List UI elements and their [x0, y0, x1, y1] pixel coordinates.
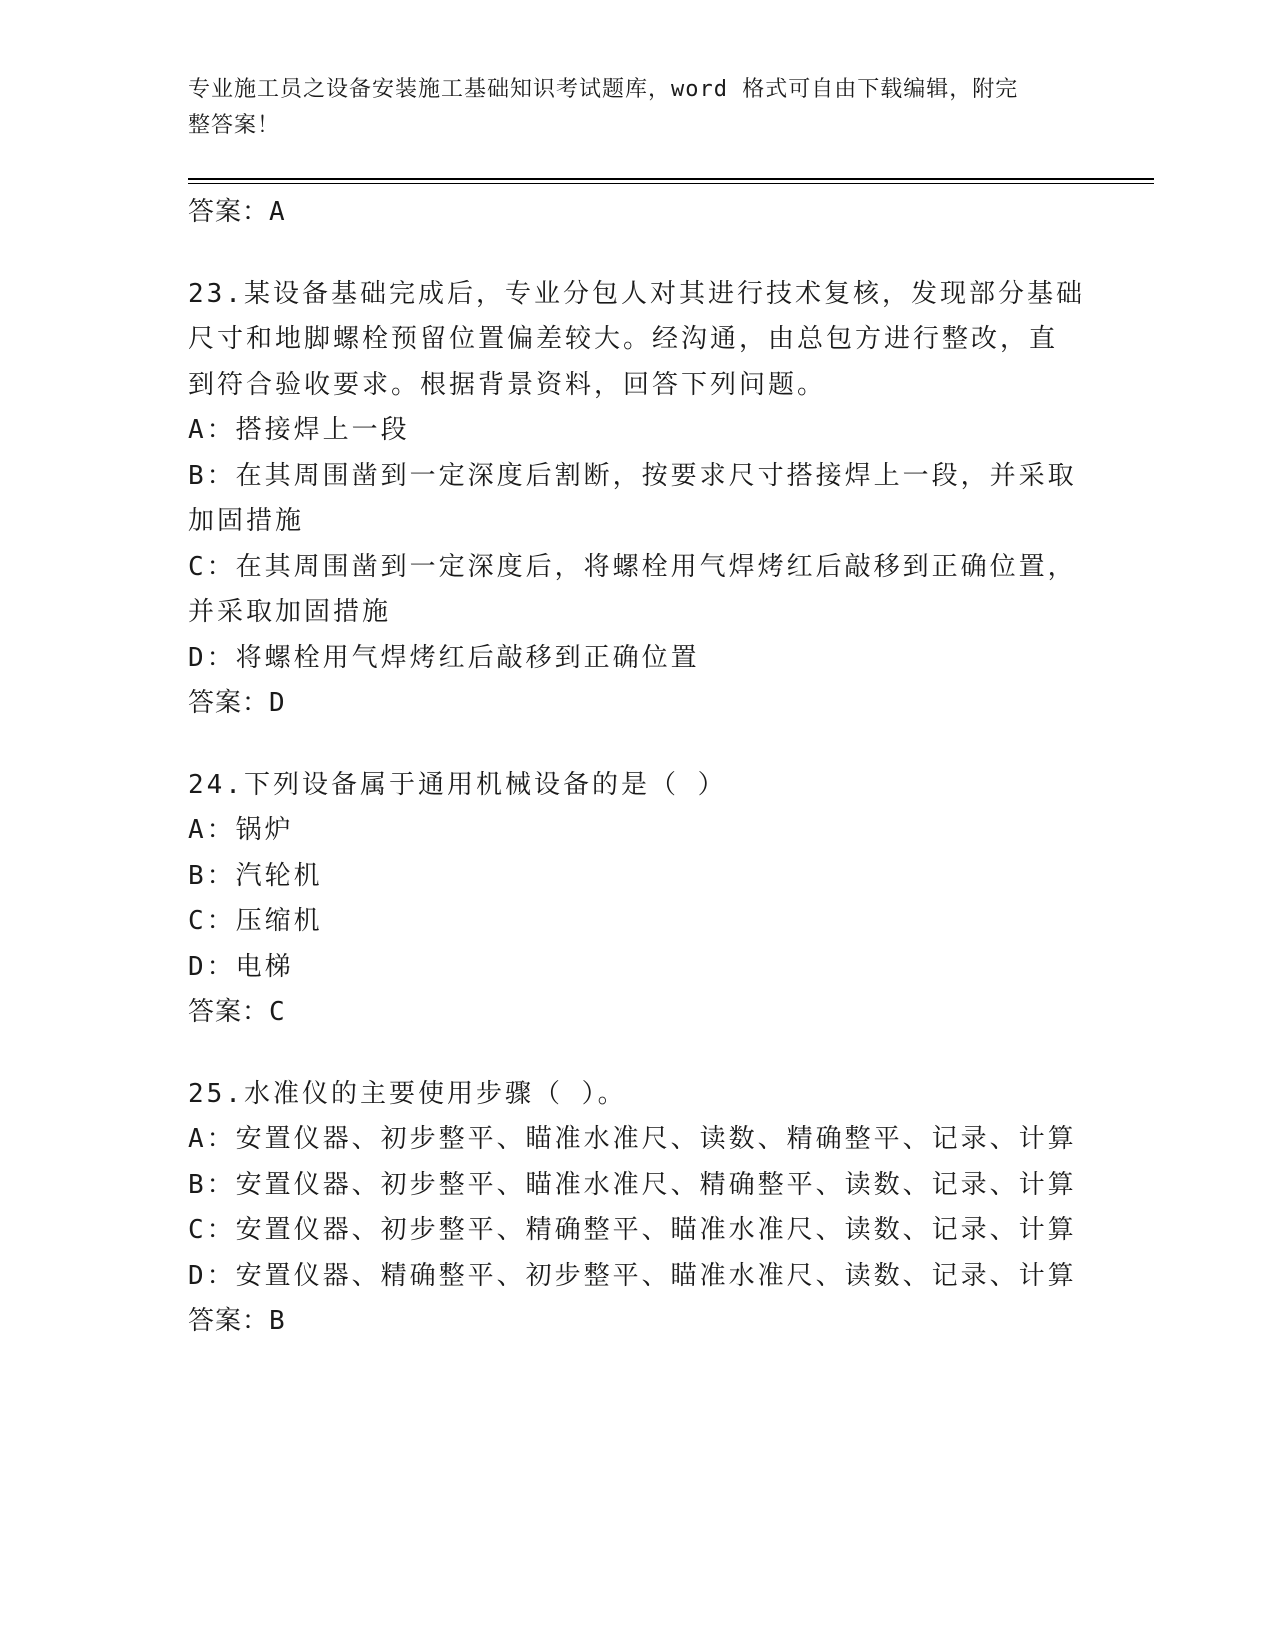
option-b-cont: 加固措施	[188, 506, 305, 536]
option-b: B：汽轮机	[188, 860, 323, 891]
option-d: D：安置仪器、精确整平、初步整平、瞄准水准尺、读数、记录、计算	[188, 1260, 1077, 1291]
header-line-1: 专业施工员之设备安装施工基础知识考试题库，word 格式可自由下载编辑，附完	[188, 77, 1019, 102]
option-a: A：锅炉	[188, 815, 294, 845]
option-c: C：在其周围凿到一定深度后，将螺栓用气焊烤红后敲移到正确位置，	[188, 551, 1077, 582]
option-c: C：安置仪器、初步整平、精确整平、瞄准水准尺、读数、记录、计算	[188, 1215, 1077, 1245]
document-body	[188, 190, 1088, 1345]
option-b: B：在其周围凿到一定深度后割断，按要求尺寸搭接焊上一段，并采取	[188, 460, 1077, 491]
header-rule-thick	[188, 178, 1154, 180]
page-header	[188, 72, 1088, 144]
option-a: A：安置仪器、初步整平、瞄准水准尺、读数、精确整平、记录、计算	[188, 1124, 1077, 1154]
option-d: D：电梯	[188, 951, 294, 982]
option-c: C：压缩机	[188, 906, 323, 936]
question-24	[188, 763, 1088, 1036]
option-a: A：搭接焊上一段	[188, 415, 410, 445]
option-b: B：安置仪器、初步整平、瞄准水准尺、精确整平、读数、记录、计算	[188, 1169, 1077, 1200]
option-d: D：将螺栓用气焊烤红后敲移到正确位置	[188, 642, 700, 673]
question-text-line: 24.下列设备属于通用机械设备的是（ ）	[188, 769, 727, 800]
option-c-cont: 并采取加固措施	[188, 597, 392, 627]
previous-answer: 答案：A	[188, 197, 286, 227]
answer: 答案：B	[188, 1306, 286, 1336]
question-25	[188, 1072, 1088, 1345]
question-text-line: 23.某设备基础完成后，专业分包人对其进行技术复核，发现部分基础	[188, 278, 1085, 309]
question-text-line: 25.水准仪的主要使用步骤（ ）。	[188, 1078, 627, 1109]
header-line-2: 整答案！	[188, 113, 281, 138]
question-23	[188, 272, 1088, 727]
question-text-line: 到符合验收要求。根据背景资料，回答下列问题。	[188, 369, 827, 400]
answer: 答案：D	[188, 688, 286, 718]
question-text-line: 尺寸和地脚螺栓预留位置偏差较大。经沟通，由总包方进行整改，直	[188, 324, 1059, 354]
header-rule-thin	[188, 183, 1154, 184]
answer: 答案：C	[188, 997, 286, 1027]
